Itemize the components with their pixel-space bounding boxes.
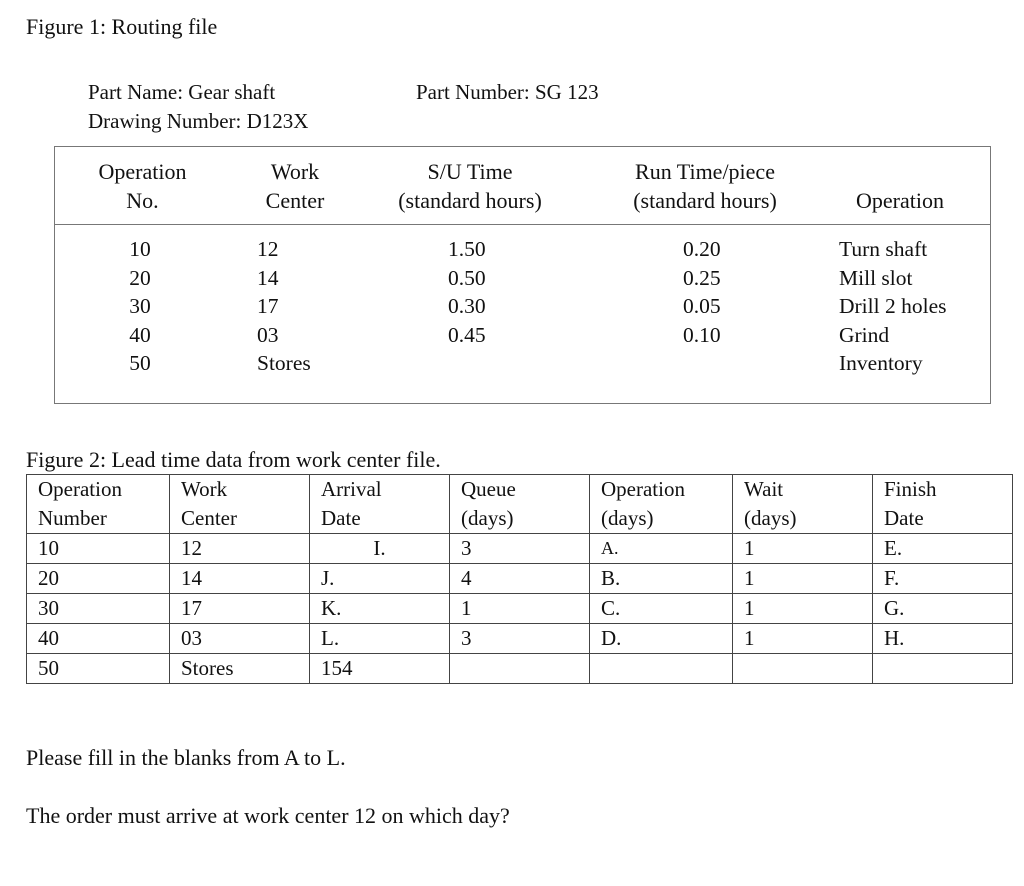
part-name: Part Name: Gear shaft <box>88 80 276 104</box>
header-work-center: Work Center <box>265 159 325 213</box>
figure2-title: Figure 2: Lead time data from work center file. <box>26 447 441 472</box>
table-row <box>27 654 1013 684</box>
header-run-time: Run Time/piece (standard hours) <box>633 159 777 213</box>
table-cell: E. <box>873 534 1013 564</box>
table-cell: 30 <box>27 594 170 624</box>
header-cell: Arrival Date <box>310 475 450 534</box>
part-number: Part Number: SG 123 <box>416 80 599 104</box>
header-cell: Finish Date <box>873 475 1013 534</box>
table-cell: J. <box>310 564 450 594</box>
figure1-title: Figure 1: Routing file <box>26 14 218 39</box>
column-operation: Turn shaft Mill slot Drill 2 holes Grind Inventory <box>839 237 947 375</box>
table-cell: 1 <box>733 594 873 624</box>
header-cell: Operation (days) <box>590 475 733 534</box>
table-cell: 154 <box>310 654 450 684</box>
header-cell: Operation Number <box>27 475 170 534</box>
header-divider <box>55 224 990 225</box>
table-cell: H. <box>873 624 1013 654</box>
table-cell <box>450 654 590 684</box>
table-cell: 12 <box>170 534 310 564</box>
table-row <box>27 594 1013 624</box>
column-operation-no: 10 20 30 40 50 <box>129 237 151 375</box>
table-cell: K. <box>310 594 450 624</box>
question-fill-blanks: Please fill in the blanks from A to L. <box>26 745 346 770</box>
drawing-number: Drawing Number: D123X <box>88 109 309 133</box>
table-cell: 1 <box>450 594 590 624</box>
table-cell: 1 <box>733 624 873 654</box>
header-su-time: S/U Time (standard hours) <box>398 159 542 213</box>
table-row <box>27 564 1013 594</box>
header-operation-no: Operation No. <box>98 159 187 213</box>
header-cell: Queue (days) <box>450 475 590 534</box>
table-cell <box>733 654 873 684</box>
header-cell: Work Center <box>170 475 310 534</box>
table-cell: A. <box>590 534 733 564</box>
table-cell <box>873 654 1013 684</box>
table-cell: 1 <box>733 534 873 564</box>
table-row <box>27 624 1013 654</box>
table-cell: 14 <box>170 564 310 594</box>
table-cell: 3 <box>450 534 590 564</box>
table-cell: C. <box>590 594 733 624</box>
table-cell: 20 <box>27 564 170 594</box>
table-row <box>27 534 1013 564</box>
table-cell: 50 <box>27 654 170 684</box>
table-cell: 40 <box>27 624 170 654</box>
table-cell: 10 <box>27 534 170 564</box>
table-cell: 03 <box>170 624 310 654</box>
table-cell: G. <box>873 594 1013 624</box>
table-cell: I. <box>310 534 450 564</box>
table-cell: 3 <box>450 624 590 654</box>
column-run-time: 0.20 0.25 0.05 0.10 <box>683 237 721 347</box>
column-work-center: 12 14 17 03 Stores <box>257 237 311 375</box>
table-cell: F. <box>873 564 1013 594</box>
table-cell: L. <box>310 624 450 654</box>
table-cell: B. <box>590 564 733 594</box>
table-cell: D. <box>590 624 733 654</box>
column-su-time: 1.50 0.50 0.30 0.45 <box>448 237 486 347</box>
table-cell: 17 <box>170 594 310 624</box>
lead-time-table <box>26 474 1013 684</box>
question-arrival-day: The order must arrive at work center 12 on which day? <box>26 803 510 828</box>
table-cell: 1 <box>733 564 873 594</box>
table-cell <box>590 654 733 684</box>
header-cell: Wait (days) <box>733 475 873 534</box>
table-cell: 4 <box>450 564 590 594</box>
table-cell: Stores <box>170 654 310 684</box>
table-header-row <box>27 475 1013 534</box>
routing-table <box>54 146 991 404</box>
header-operation: Operation <box>856 188 944 213</box>
